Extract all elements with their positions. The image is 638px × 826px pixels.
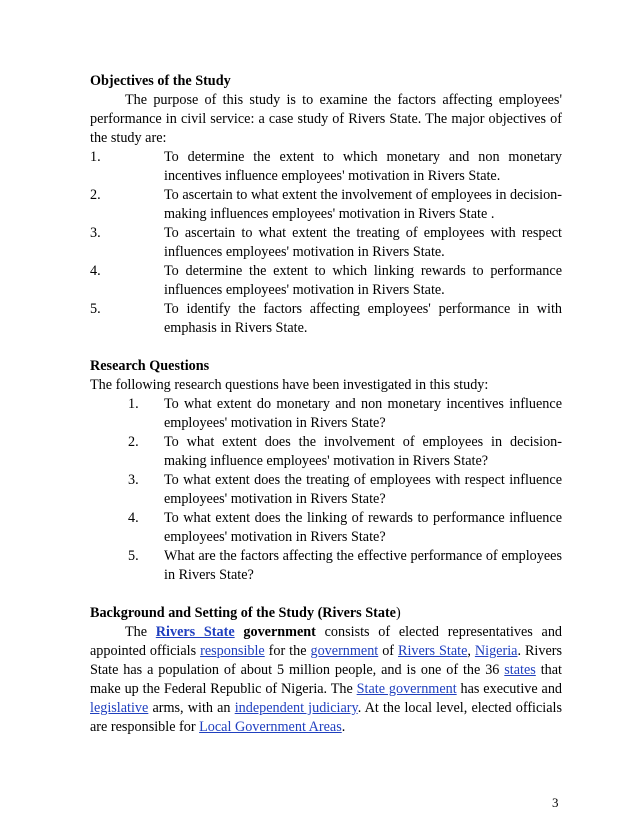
list-item xyxy=(90,262,562,300)
government-link[interactable]: government xyxy=(310,643,379,659)
item-number: 2. xyxy=(128,434,139,450)
bold-term: government xyxy=(243,624,316,640)
item-text: To determine the extent to which linking rewards to performance influences employees' motivation in Rivers State. xyxy=(164,263,562,298)
list-item xyxy=(90,148,562,186)
states-link[interactable]: states xyxy=(504,662,536,678)
item-number: 5. xyxy=(128,548,139,564)
item-number: 2. xyxy=(90,187,101,203)
item-text: To what extent does the linking of rewards to performance influence employees' motivation in Rivers State? xyxy=(164,510,562,545)
text-run: . At the local level, elected officials are responsible for xyxy=(90,700,562,735)
list-item xyxy=(90,300,562,338)
list-item xyxy=(90,224,562,262)
research-list xyxy=(90,395,562,585)
item-number: 5. xyxy=(90,301,101,317)
list-item xyxy=(90,471,562,509)
objectives-heading: Objectives of the Study xyxy=(90,73,231,89)
objectives-intro: The purpose of this study is to examine the factors affecting employees' performance in civil service: a case study of Rivers State. The major objectives of the study are: xyxy=(90,92,562,146)
item-text: To determine the extent to which monetary and non monetary incentives influence employees' motivation in Rivers State. xyxy=(164,149,562,184)
background-heading-paren: ) xyxy=(395,605,401,621)
objectives-list xyxy=(90,148,562,338)
item-number: 1. xyxy=(128,396,139,412)
text-run: . xyxy=(341,719,346,735)
research-intro: The following research questions have been investigated in this study: xyxy=(90,377,489,393)
state-government-link[interactable]: State government xyxy=(356,681,457,697)
text-run: . Rivers State has a population of about 5 million people, and is one of the 36 xyxy=(90,643,562,678)
text-run: has executive and xyxy=(456,681,563,697)
item-text: To what extent do monetary and non monetary incentives influence employees' motivation in Rivers State? xyxy=(164,396,562,431)
section-spacer xyxy=(90,585,562,604)
item-number: 3. xyxy=(90,225,101,241)
background-paragraph xyxy=(90,623,562,737)
item-text: To ascertain to what extent the involvement of employees in decision-making influences employees' motivation in Rivers State . xyxy=(164,187,562,222)
item-text: To ascertain to what extent the treating of employees with respect influences employees' motivation in Rivers State. xyxy=(164,225,562,260)
text-run: The xyxy=(125,624,156,640)
research-heading: Research Questions xyxy=(90,358,210,374)
text-run: of xyxy=(378,643,398,659)
section-spacer xyxy=(90,338,562,357)
nigeria-link[interactable]: Nigeria xyxy=(474,643,518,659)
independent-judiciary-link[interactable]: independent judiciary xyxy=(234,700,358,716)
list-item xyxy=(90,509,562,547)
text-run: consists of elected representatives and appointed officials xyxy=(90,624,563,659)
local-government-areas-link[interactable]: Local Government Areas xyxy=(199,719,342,735)
list-item xyxy=(90,433,562,471)
background-heading xyxy=(90,604,562,623)
list-item xyxy=(90,186,562,224)
item-text: What are the factors affecting the effective performance of employees in Rivers State? xyxy=(164,548,562,583)
text-run: that make up the Federal Republic of Nigeria. The xyxy=(90,662,562,697)
rivers-state-link-2[interactable]: Rivers State xyxy=(398,643,468,659)
page-number: 3 xyxy=(552,795,559,810)
legislative-link[interactable]: legislative xyxy=(90,700,149,716)
responsible-link[interactable]: responsible xyxy=(200,643,265,659)
item-text: To what extent does the involvement of employees in decision-making influence employees' motivation in Rivers State? xyxy=(164,434,562,469)
text-run: arms, with an xyxy=(148,700,235,716)
text-run: , xyxy=(467,643,475,659)
item-number: 3. xyxy=(128,472,139,488)
item-number: 4. xyxy=(128,510,139,526)
rivers-state-link[interactable]: Rivers State xyxy=(155,624,235,640)
document-page xyxy=(90,72,562,737)
item-number: 1. xyxy=(90,149,101,165)
text-run: for the xyxy=(264,643,311,659)
background-heading-text: Background and Setting of the Study (Rivers State xyxy=(90,605,396,621)
item-number: 4. xyxy=(90,263,101,279)
item-text: To what extent does the treating of employees with respect influence employees' motivation in Rivers State? xyxy=(164,472,562,507)
list-item xyxy=(90,395,562,433)
list-item xyxy=(90,547,562,585)
item-text: To identify the factors affecting employees' performance in with emphasis in Rivers State. xyxy=(164,301,562,336)
